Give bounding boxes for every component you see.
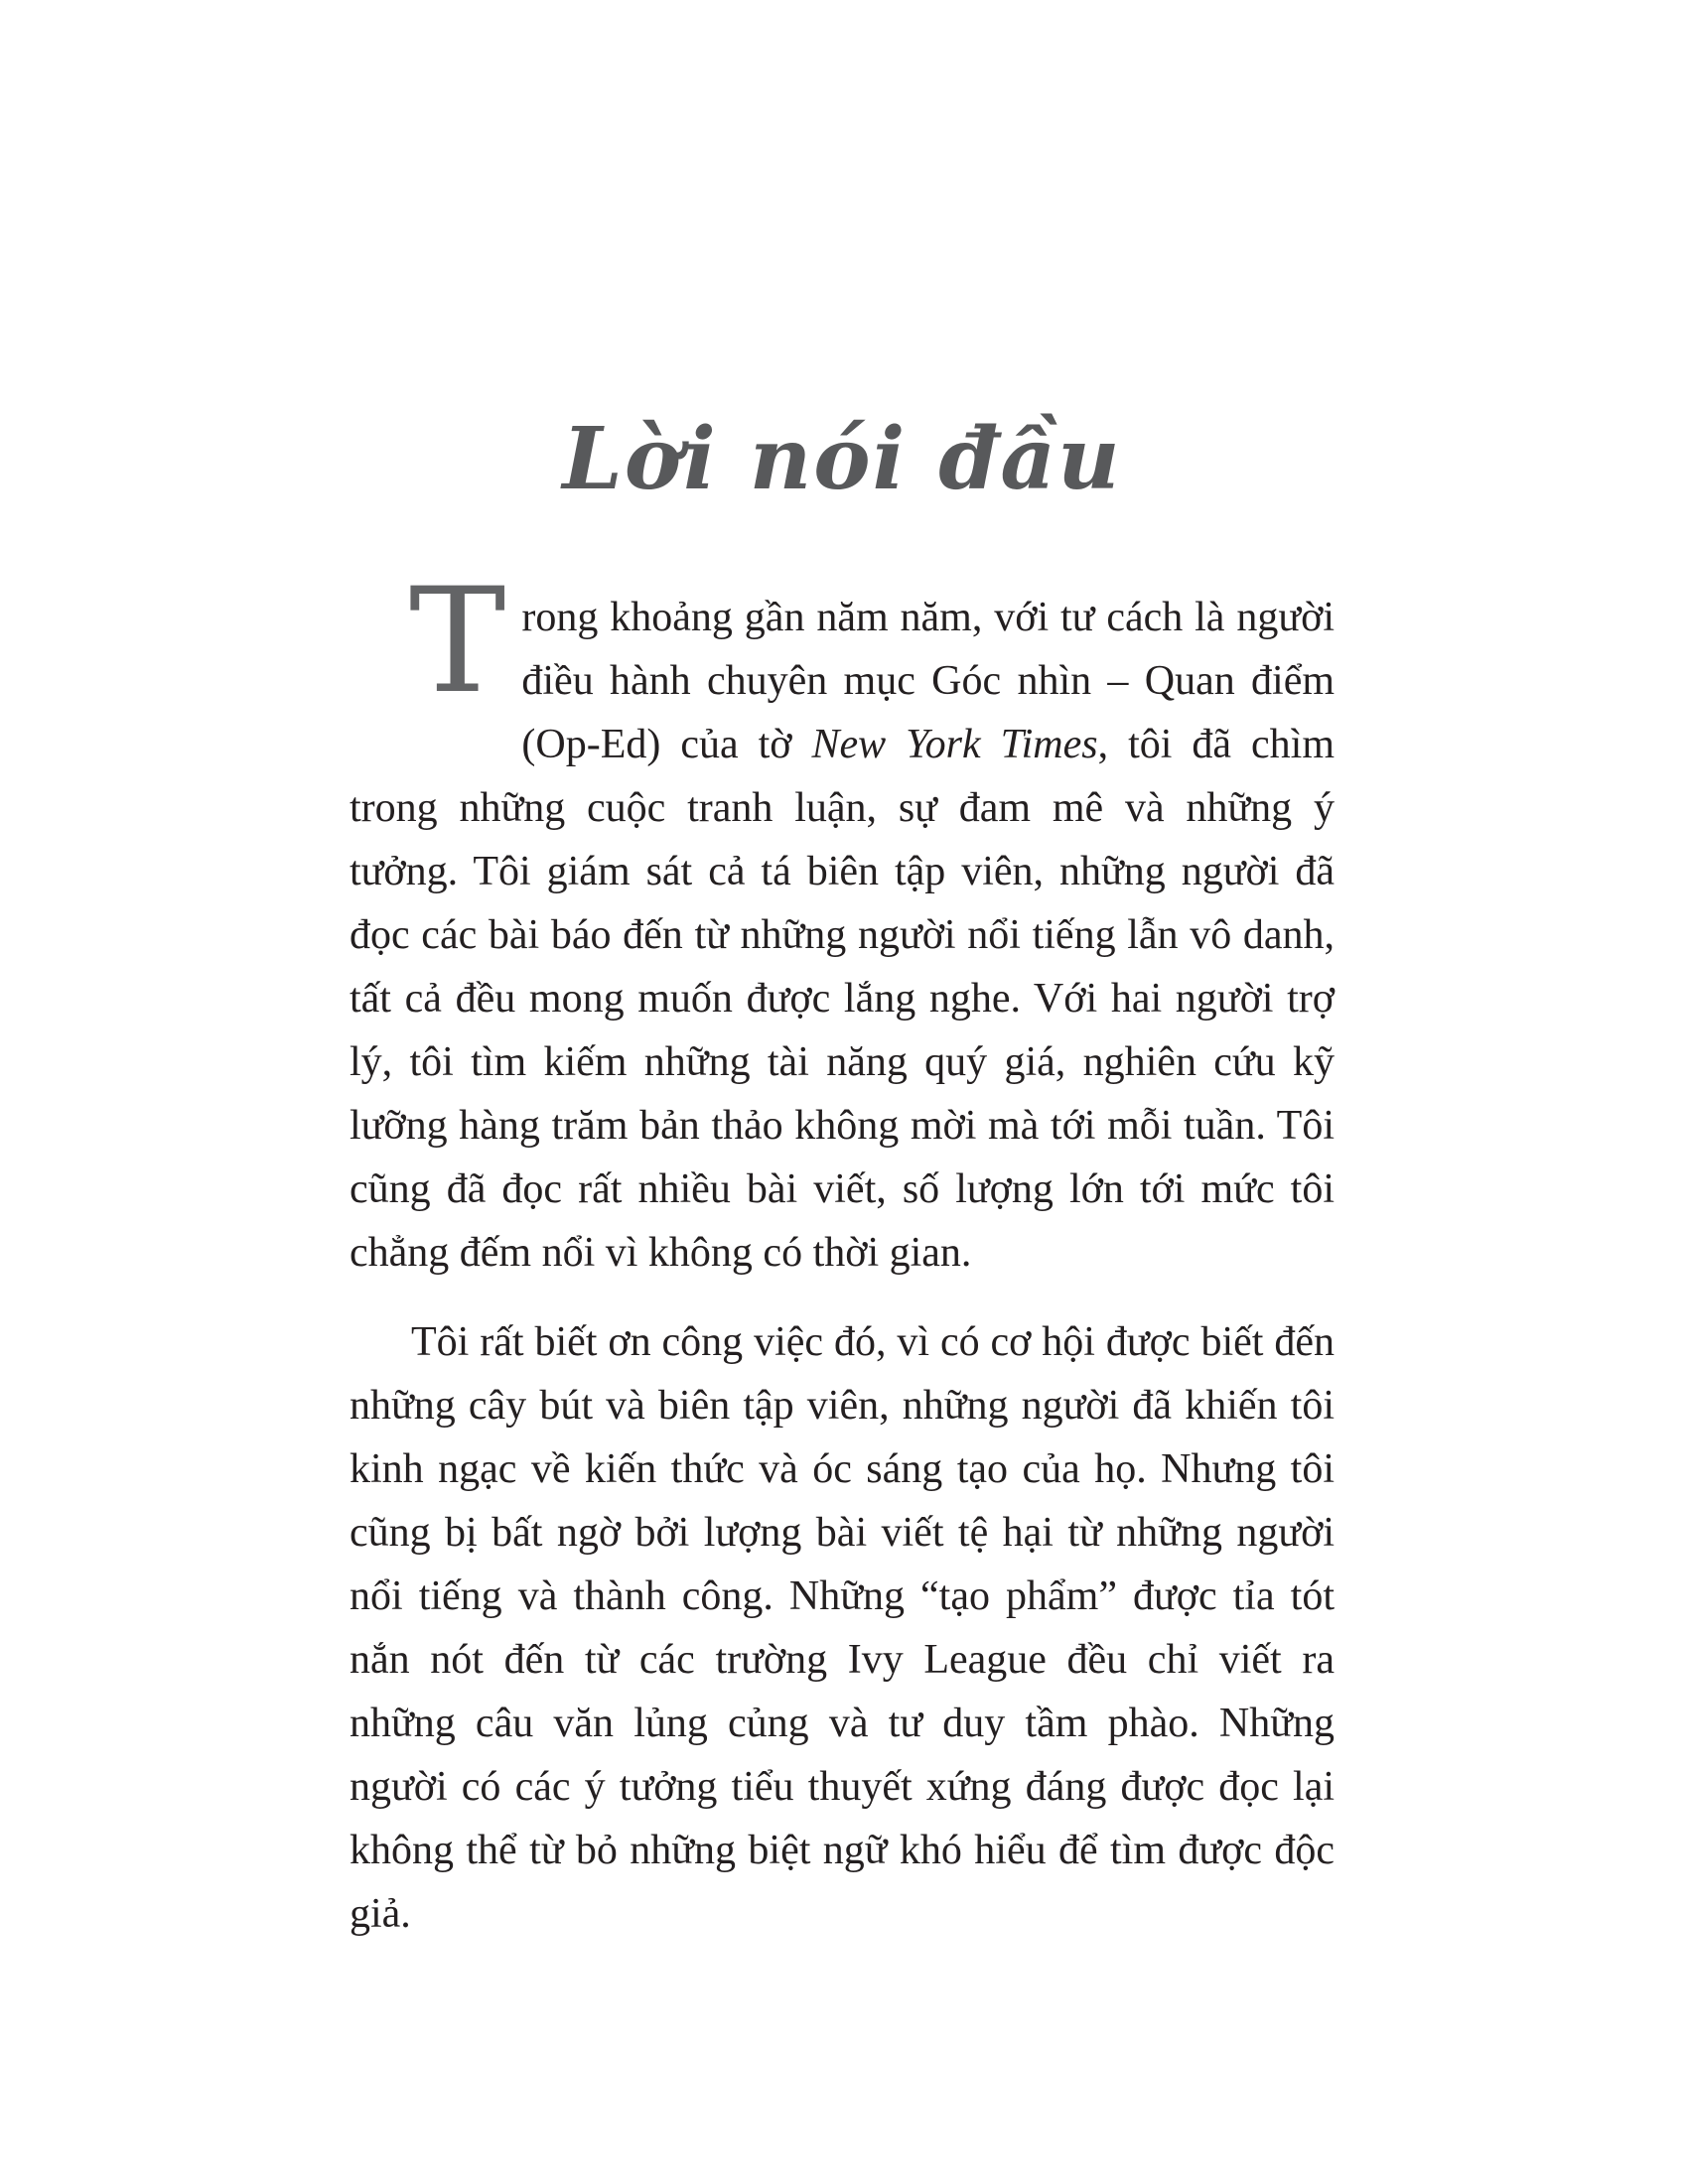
paragraph-1 bbox=[350, 557, 1336, 1285]
paragraph-2: Tôi rất biết ơn công việc đó, vì có cơ hội được biết đến những cây bút và biên tập viên, những người đã khiến tôi kinh ngạc về kiến thức và óc sáng tạo của họ. Nhưng tôi cũng bị bất ngờ bởi lượng bài viết tệ hại từ những người nổi tiếng và thành công. Những “tạo phẩm” được tỉa tót nắn nót đến từ các trường Ivy League đều chỉ viết ra những câu văn lủng củng và tư duy tầm phào. Những người có các ý tưởng tiểu thuyết xứng đáng được đọc lại không thể từ bỏ những biệt ngữ khó hiểu để tìm được độc giả. bbox=[350, 1319, 1335, 1937]
paragraph-1-text-continued: , tôi đã chìm trong những cuộc tranh luận, sự đam mê và những ý tưởng. Tôi giám sát cả tá biên tập viên, những người đã đọc các bài báo đến từ những người nổi tiếng lẫn vô danh, tất cả đều mong muốn được lắng nghe. Với hai người trợ lý, tôi tìm kiếm những tài năng quý giá, nghiên cứu kỹ lưỡng hàng trăm bản thảo không mời mà tới mỗi tuần. Tôi cũng đã đọc rất nhiều bài viết, số lượng lớn tới mức tôi chẳng đếm nổi vì không có thời gian. bbox=[350, 722, 1336, 1276]
chapter-title: Lời nói đầu bbox=[562, 409, 1122, 509]
paragraph-1-text: rong khoảng gần năm năm, với tư cách là người điều hành chuyên mục Góc nhìn – Quan điểm (Op-Ed) của tờ bbox=[521, 595, 1335, 767]
newspaper-title-italic: New York Times bbox=[811, 722, 1098, 767]
drop-cap-letter: T bbox=[409, 557, 506, 726]
body-text bbox=[350, 557, 1336, 1946]
